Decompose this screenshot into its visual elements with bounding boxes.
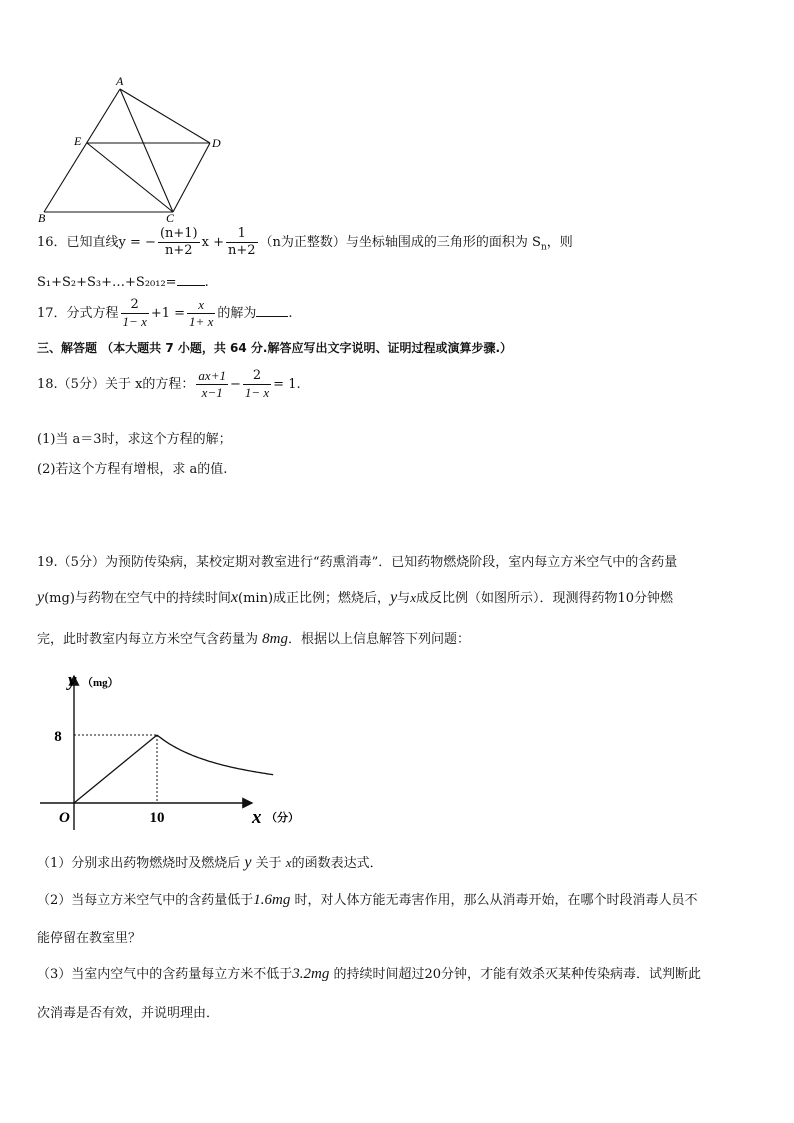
section-3-header	[37, 339, 512, 356]
q19-line3-c: ．根据以上信息解答下列问题：	[287, 632, 470, 647]
y-axis-unit: （mg）	[82, 677, 119, 689]
q19-y-1: y	[37, 589, 45, 606]
section-3-desc: （本大题共 7 小题，共 64 分.解答应写出文字说明、证明过程或演算步骤.）	[101, 341, 513, 355]
q17-prefix: 17．分式方程	[37, 306, 119, 321]
q18-part1: (1)当 a＝3时，求这个方程的解；	[37, 432, 232, 447]
q19-part1-x: x	[285, 855, 292, 870]
q19-line2-h: 与	[397, 591, 411, 606]
q19-part2	[37, 889, 698, 909]
q16-y-eq: y = −	[118, 235, 156, 250]
q19-line1: 19.（5分）为预防传染病，某校定期对教室进行“药熏消毒”．已知药物燃烧阶段，室内每立方米空气中的含药量	[37, 555, 678, 570]
q19-part2-c: 时，对人体方能无毒害作用，那么从消毒开始，在哪个时段消毒人员不	[290, 893, 698, 908]
q19-part3	[37, 963, 701, 983]
q17-plus-one: +1 =	[150, 306, 186, 321]
q16-answer-blank[interactable]	[177, 273, 205, 286]
q18-frac2-den: 1− x	[244, 385, 270, 400]
inverse-curve	[157, 735, 273, 775]
x-axis-label: x	[252, 807, 262, 828]
q18-fraction-1	[196, 368, 228, 401]
q19-min: (min)	[238, 591, 274, 606]
q18-prefix: 18.（5分）关于 x的方程：	[37, 377, 195, 392]
concentration-chart	[30, 662, 310, 832]
q18-frac1-num: ax+1	[198, 368, 226, 383]
label-c: C	[166, 211, 175, 224]
q16-period: .	[204, 275, 209, 290]
q19-part1-c: 关于	[251, 856, 286, 871]
q17-frac2-den: 1+ x	[189, 314, 214, 329]
segment-ec	[87, 143, 173, 212]
q17-frac1-den: 1− x	[122, 314, 147, 329]
q17-frac1-num: 2	[121, 297, 149, 314]
q16-suffix: （n为正整数）与坐标轴围成的三角形的面积为 S	[259, 235, 541, 250]
q19-8mg: 8mg	[262, 631, 288, 647]
q19-part1-a: （1）分别求出药物燃烧时及燃烧后	[37, 856, 245, 871]
q19-part3-value: 3.2mg	[292, 966, 330, 982]
label-e: E	[74, 134, 82, 148]
q18-frac1-den: x−1	[201, 385, 223, 400]
q18-part2: (2)若这个方程有增根，求 a的值.	[37, 462, 228, 477]
q19-mg: (mg)	[44, 591, 75, 606]
q19-line2-c: 与药物在空气中的持续时间	[74, 591, 231, 606]
edge-ab	[44, 89, 120, 212]
question-17	[37, 297, 293, 330]
q19-part1	[37, 852, 383, 872]
question-16-line2	[37, 273, 209, 290]
q16-fraction-2	[226, 226, 258, 259]
x-axis-unit: （分）	[266, 812, 299, 824]
q18-fraction-2	[243, 368, 271, 401]
label-d: D	[212, 136, 221, 150]
q18-minus: −	[229, 377, 241, 392]
y-tick-label: 8	[54, 729, 62, 745]
q18-eq: = 1.	[273, 377, 301, 392]
q17-frac2-num: x	[187, 297, 215, 314]
q16-frac2-den: n+2	[228, 243, 256, 258]
edge-cd	[173, 143, 210, 212]
edge-da	[120, 89, 210, 143]
q19-part2-value: 1.6mg	[253, 892, 291, 908]
q19-part2-line2: 能停留在教室里？	[37, 931, 142, 946]
question-16	[37, 226, 573, 259]
q17-answer-blank[interactable]	[256, 304, 288, 317]
q19-line2-f: 成正比例；燃烧后，	[273, 591, 391, 606]
segment-ac	[120, 89, 173, 212]
q16-frac2-num: 1	[226, 226, 258, 243]
y-axis-label: y	[68, 670, 77, 691]
quadrilateral-figure	[30, 72, 230, 224]
q16-sum: S₁+S₂+S₃+…+S₂₀₁₂=	[37, 275, 177, 290]
q17-fraction-2	[187, 297, 215, 330]
q17-period: .	[288, 306, 293, 321]
q19-line2	[37, 587, 673, 607]
origin-label: O	[59, 810, 70, 826]
q19-part3-c: 的持续时间超过20分钟，才能有效杀灭某种传染病毒．试判断此	[329, 967, 702, 982]
q19-line2-j: 成反比例（如图所示）．现测得药物10分钟燃	[415, 591, 674, 606]
q17-suffix: 的解为	[217, 306, 257, 321]
q16-fraction-1	[158, 226, 200, 259]
q19-part3-line2: 次消毒是否有效，并说明理由．	[37, 1006, 220, 1021]
q19-part1-y: y	[244, 854, 252, 871]
q19-part3-a: （3）当室内空气中的含药量每立方米不低于	[37, 967, 293, 982]
q16-prefix: 16．已知直线	[37, 235, 119, 250]
q19-part1-e: 的函数表达式．	[291, 856, 383, 871]
q19-x-2: x	[410, 590, 416, 605]
q19-part2-a: （2）当每立方米空气中的含药量低于	[37, 893, 254, 908]
section-3-title: 三、解答题	[37, 341, 98, 355]
q19-x-1: x	[230, 589, 239, 606]
q16-frac1-den: n+2	[165, 243, 193, 258]
q19-line3	[37, 628, 470, 648]
question-18	[37, 368, 301, 401]
q16-suffix-end: ，则	[546, 235, 573, 250]
label-b: B	[38, 211, 46, 224]
linear-segment	[74, 735, 157, 803]
q19-y-2: y	[390, 589, 398, 606]
x-tick-label: 10	[149, 810, 165, 826]
q16-x-plus: x +	[201, 235, 224, 250]
q16-frac1-num: (n+1)	[159, 226, 198, 241]
q19-line3-a: 完，此时教室内每立方米空气含药量为	[37, 632, 263, 647]
label-a: A	[116, 74, 124, 88]
q17-fraction-1	[121, 297, 149, 330]
q18-frac2-num: 2	[243, 368, 271, 385]
q16-sub-n: n	[540, 242, 547, 253]
